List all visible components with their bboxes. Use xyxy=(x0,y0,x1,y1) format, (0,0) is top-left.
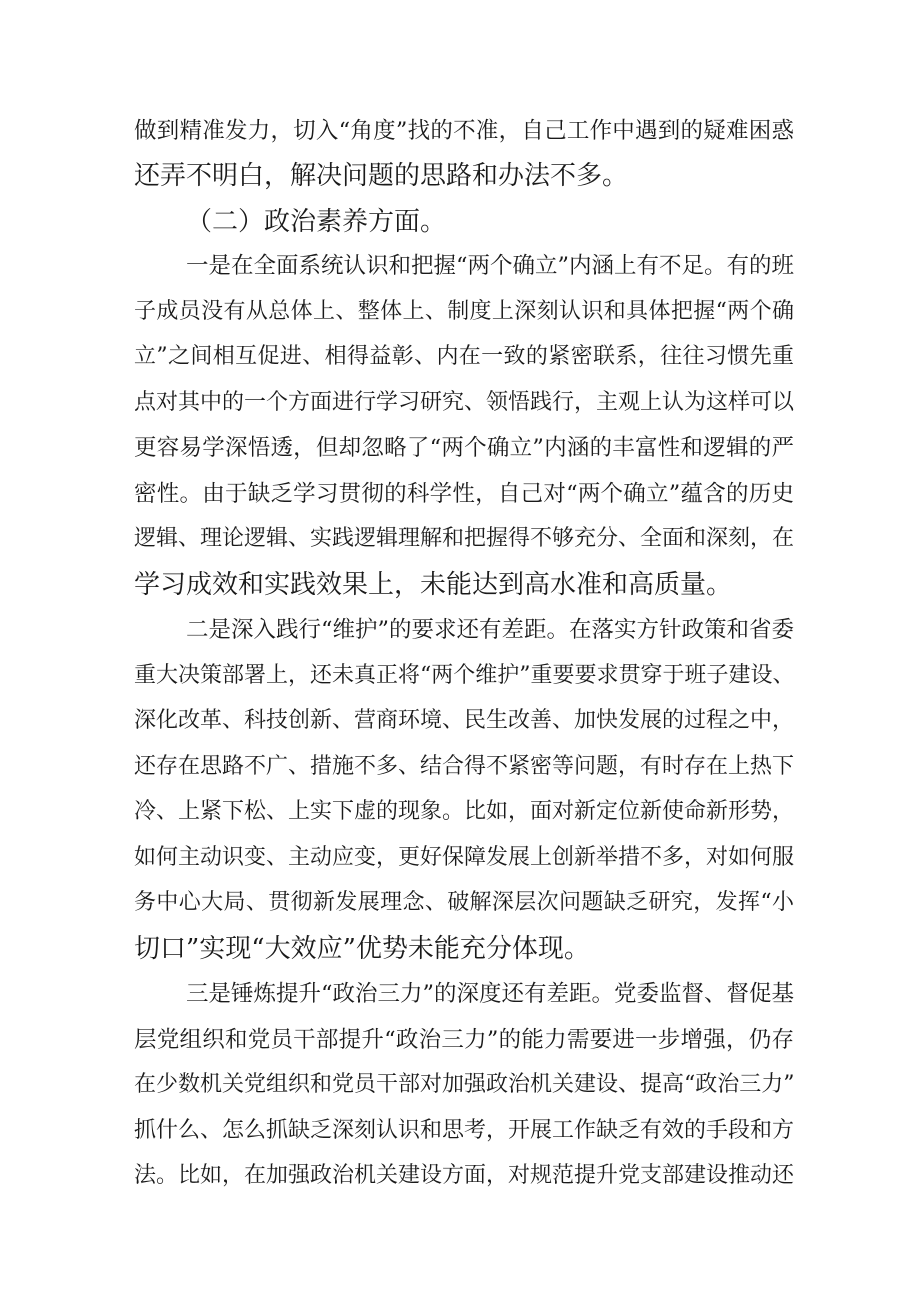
text-line: 二是深入践行“维护”的要求还有差距。在落实方针政策和省委 xyxy=(186,617,794,643)
text-line: 如何主动识变、主动应变，更好保障发展上创新举措不多，对如何服 xyxy=(134,845,794,870)
text-line: 冷、上紧下松、上实下虚的现象。比如，面对新定位新使命新形势， xyxy=(134,799,794,824)
text-line: 还弄不明白，解决问题的思路和办法不多。 xyxy=(134,161,629,191)
text-line: 还存在思路不广、措施不多、结合得不紧密等问题，有时存在上热下 xyxy=(134,754,794,779)
text-line: 点对其中的一个方面进行学习研究、领悟践行，主观上认为这样可以 xyxy=(134,390,794,415)
text-line: 层党组织和党员干部提升“政治三力”的能力需要进一步增强，仍存 xyxy=(134,1027,794,1053)
text-line: 三是锤炼提升“政治三力”的深度还有差距。党委监督、督促基 xyxy=(186,981,794,1007)
text-line: 密性。由于缺乏学习贯彻的科学性，自己对“两个确立”蕴含的历史 xyxy=(134,481,794,507)
text-line: 立”之间相互促进、相得益彰、内在一致的紧密联系，往往习惯先重 xyxy=(134,344,794,369)
text-line: 切口”实现“大效应”优势未能充分体现。 xyxy=(134,934,590,964)
text-line: 逻辑、理论逻辑、实践逻辑理解和把握得不够充分、全面和深刻，在 xyxy=(134,526,794,551)
text-line: 子成员没有从总体上、整体上、制度上深刻认识和具体把握“两个确 xyxy=(134,299,794,324)
text-line: 在少数机关党组织和党员干部对加强政治机关建设、提高“政治三力” xyxy=(134,1072,794,1097)
section-heading: （二）政治素养方面。 xyxy=(186,207,447,237)
text-line: 做到精准发力，切入“角度”找的不准，自己工作中遇到的疑难困惑 xyxy=(134,118,794,144)
text-line: 务中心大局、贯彻新发展理念、破解深层次问题缺乏研究，发挥“小 xyxy=(134,890,794,915)
text-line: 深化改革、科技创新、营商环境、民生改善、加快发展的过程之中， xyxy=(134,708,794,733)
text-line: 更容易学深悟透，但却忽略了“两个确立”内涵的丰富性和逻辑的严 xyxy=(134,435,794,461)
text-line: 法。比如，在加强政治机关建设方面，对规范提升党支部建设推动还 xyxy=(134,1163,794,1188)
text-line: 一是在全面系统认识和把握“两个确立”内涵上有不足。有的班 xyxy=(186,253,794,279)
text-line: 抓什么、怎么抓缺乏深刻认识和思考，开展工作缺乏有效的手段和方 xyxy=(134,1118,794,1143)
text-line: 重大决策部署上，还未真正将“两个维护”重要要求贯穿于班子建设、 xyxy=(134,663,794,688)
text-line: 学习成效和实践效果上，未能达到高水准和高质量。 xyxy=(134,570,733,600)
